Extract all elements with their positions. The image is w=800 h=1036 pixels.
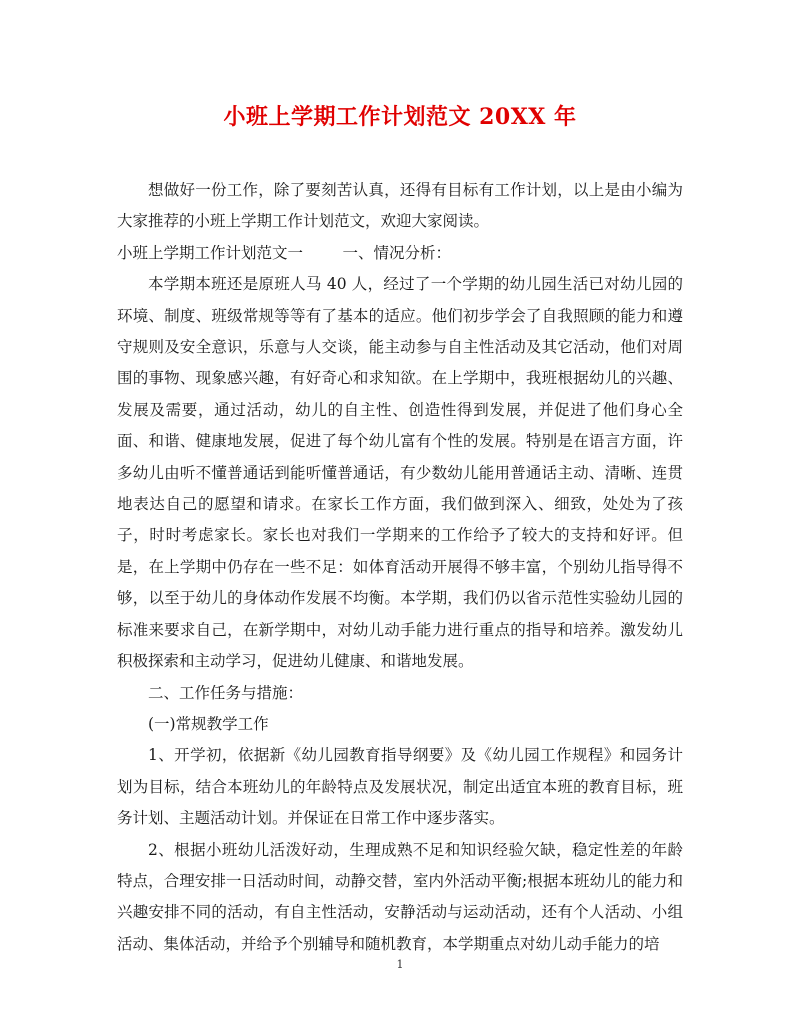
item-2-paragraph: 2、根据小班幼儿活泼好动，生理成熟不足和知识经验欠缺，稳定性差的年龄特点，合理安排一日活动时间，动静交替，室内外活动平衡;根据本班幼儿的能力和兴趣安排不同的活动，有自主性活动，安静活动与运动活动，还有个人活动、小组活动、集体活动，并给予个别辅导和随机教育，本学期重点对幼儿动手能力的培 — [117, 840, 683, 953]
document-title: 小班上学期工作计划范文 20XX 年 — [223, 104, 577, 130]
item-1-paragraph: 1、开学初，依据新《幼儿园教育指导纲要》及《幼儿园工作规程》和园务计划为目标，结合本班幼儿的年龄特点及发展状况，制定出适宜本班的教育目标，班务计划、主题活动计划。并保证在日常工作中逐步落实。 — [117, 746, 683, 828]
intro-paragraph: 想做好一份工作，除了要刻苦认真，还得有目标有工作计划，以上是由小编为大家推荐的小班上学期工作计划范文，欢迎大家阅读。 — [117, 181, 683, 231]
section-heading-line — [117, 238, 683, 269]
situation-paragraph: 本学期本班还是原班人马 40 人，经过了一个学期的幼儿园生活已对幼儿园的环境、制度、班级常规等等有了基本的适应。他们初步学会了自我照顾的能力和遵守规则及安全意识，乐意与人交谈，能主动参与自主性活动及其它活动，他们对周围的事物、现象感兴趣，有好奇心和求知欲。在上学期中，我班根据幼儿的兴趣、发展及需要，通过活动，幼儿的自主性、创造性得到发展，并促进了他们身心全面、和谐、健康地发展，促进了每个幼儿富有个性的发展。特别是在语言方面，许多幼儿由听不懂普通话到能听懂普通话，有少数幼儿能用普通话主动、清晰、连贯地表达自己的愿望和请求。在家长工作方面，我们做到深入、细致，处处为了孩子，时时考虑家长。家长也对我们一学期来的工作给予了较大的支持和好评。但是，在上学期中仍存在一些不足：如体育活动开展得不够丰富，个别幼儿指导得不够，以至于幼儿的身体动作发展不均衡。本学期，我们仍以省示范性实验幼儿园的标准来要求自己，在新学期中，对幼儿动手能力进行重点的指导和培养。激发幼儿积极探索和主动学习，促进幼儿健康、和谐地发展。 — [117, 275, 683, 671]
section-title: 小班上学期工作计划范文一 — [117, 243, 304, 262]
page-number: 1 — [396, 958, 404, 971]
tasks-heading: 二、工作任务与措施： — [148, 683, 304, 702]
situation-heading: 一、情况分析： — [342, 243, 451, 262]
document-body — [117, 175, 683, 960]
routine-heading: (一)常规教学工作 — [148, 714, 269, 733]
